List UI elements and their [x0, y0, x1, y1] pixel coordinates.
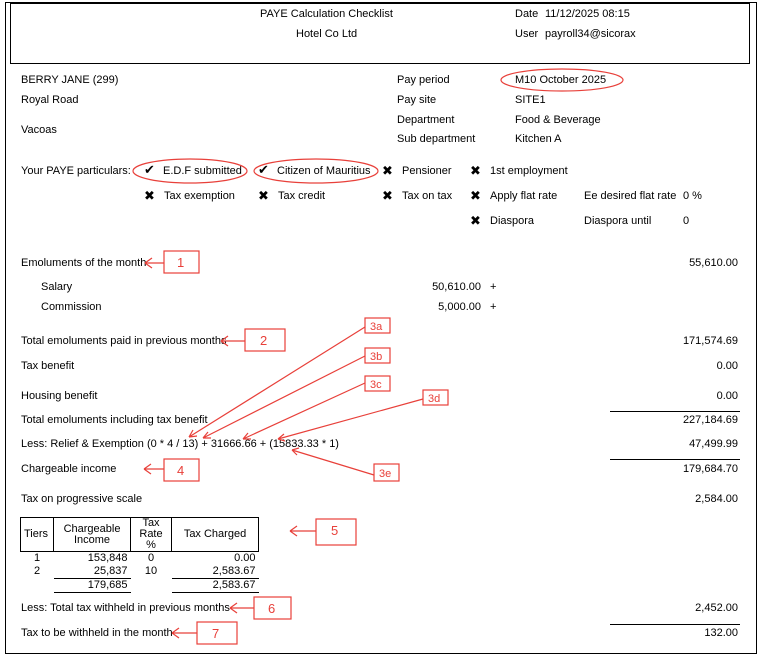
tiers-table: [20, 517, 259, 593]
particulars-label: Your PAYE particulars:: [21, 165, 131, 177]
callout-label: 6: [268, 601, 276, 616]
tax-withheld-prev-label: Less: Total tax withheld in previous months: [21, 602, 230, 614]
cross-icon: ✖: [382, 188, 393, 203]
chargeable-cell: 25,837: [54, 565, 131, 579]
total-rate-cell: [131, 579, 172, 593]
ee-flat-rate-value: 0 %: [683, 190, 702, 202]
tier-cell: 2: [33, 565, 41, 578]
department-label: Department: [397, 114, 455, 126]
cross-icon: ✖: [470, 213, 481, 228]
employee-address-2: Vacoas: [21, 124, 57, 136]
callout-label: 5: [331, 523, 339, 538]
relief-value: 47,499.99: [689, 438, 738, 450]
user-label: User: [515, 28, 539, 40]
total-incl-value: 227,184.69: [682, 414, 738, 426]
sub-department-value: Kitchen A: [515, 133, 562, 145]
particular-tax-exemption: Tax exemption: [164, 190, 235, 202]
user-value: payroll34@sicorax: [545, 28, 636, 40]
charged-cell: 0.00: [234, 552, 256, 564]
diaspora-until-value: 0: [683, 215, 690, 227]
rate-cell: 0: [147, 552, 155, 564]
chargeable-cell: 153,848: [87, 552, 128, 564]
divider: [610, 624, 740, 625]
pay-period-value: M10 October 2025: [515, 74, 607, 86]
department-value: Food & Beverage: [515, 114, 601, 126]
charged-cell: 2,583.67: [172, 565, 259, 579]
prev-emoluments-label: Total emoluments paid in previous months: [21, 335, 227, 347]
tax-progressive-label: Tax on progressive scale: [21, 493, 143, 505]
particular-pensioner: Pensioner: [402, 165, 452, 177]
total-tier-cell: [21, 579, 54, 593]
rate-cell: 10: [144, 565, 158, 578]
tax-to-withhold-value: 132.00: [704, 627, 738, 639]
tax-rate-header: Tax Rate %: [131, 518, 172, 552]
tax-benefit-value: 0.00: [716, 360, 738, 372]
emoluments-total: 55,610.00: [689, 257, 738, 269]
housing-benefit-value: 0.00: [716, 390, 738, 402]
tax-charged-header: Tax Charged: [172, 518, 259, 552]
total-charged-cell: 2,583.67: [172, 579, 259, 593]
total-incl-label: Total emoluments including tax benefit: [21, 414, 208, 426]
particular-citizen: Citizen of Mauritius: [277, 165, 371, 177]
callout-label: 3b: [370, 351, 383, 363]
tier-cell: 1: [33, 552, 41, 564]
pay-period-label: Pay period: [397, 74, 450, 86]
particular-apply-flat-rate: Apply flat rate: [490, 190, 558, 202]
callout-label: 3e: [379, 468, 392, 480]
employee-name: BERRY JANE (299): [21, 74, 119, 86]
plus-sign: +: [490, 281, 497, 293]
callout-label: 3c: [370, 379, 382, 391]
tiers-header-row: [21, 518, 259, 552]
tax-benefit-label: Tax benefit: [21, 360, 75, 372]
check-icon: ✔: [258, 162, 269, 177]
particular-1st-employment: 1st employment: [490, 165, 568, 177]
callout-label: 2: [260, 333, 268, 348]
table-total-row: [21, 579, 259, 593]
sub-department-label: Sub department: [397, 133, 476, 145]
date-value: 11/12/2025 08:15: [545, 8, 630, 20]
callout-label: 4: [177, 463, 185, 478]
cross-icon: ✖: [470, 188, 481, 203]
pay-site-value: SITE1: [515, 94, 546, 106]
total-chargeable-cell: 179,685: [54, 579, 131, 593]
cross-icon: ✖: [470, 163, 481, 178]
table-row: [21, 552, 259, 566]
diaspora-until-label: Diaspora until: [584, 215, 652, 227]
particular-tax-credit: Tax credit: [278, 190, 326, 202]
pay-site-label: Pay site: [397, 94, 437, 106]
table-row: [21, 565, 259, 579]
chargeable-income-header: Chargeable Income: [54, 518, 131, 552]
emoluments-label: Emoluments of the month: [21, 257, 147, 269]
callout-label: 3a: [370, 321, 383, 333]
date-label: Date: [515, 8, 539, 20]
ee-flat-rate-label: Ee desired flat rate: [584, 190, 677, 202]
company-name: Hotel Co Ltd: [296, 28, 358, 40]
tax-to-withhold-label: Tax to be withheld in the month: [21, 627, 173, 639]
chargeable-income-label: Chargeable income: [21, 463, 117, 475]
callout-label: 7: [212, 626, 220, 641]
cross-icon: ✖: [382, 163, 393, 178]
check-icon: ✔: [144, 162, 155, 177]
plus-sign: +: [490, 301, 497, 313]
tiers-header: Tiers: [21, 518, 54, 552]
commission-value: 5,000.00: [438, 301, 481, 313]
particular-diaspora: Diaspora: [490, 215, 535, 227]
callout-label: 3d: [428, 393, 441, 405]
prev-emoluments-value: 171,574.69: [682, 335, 738, 347]
divider: [610, 411, 740, 412]
tax-progressive-value: 2,584.00: [695, 493, 738, 505]
relief-label: Less: Relief & Exemption (0 * 4 / 13) + 31666.66 + (15833.33 * 1): [21, 438, 339, 450]
cross-icon: ✖: [144, 188, 155, 203]
chargeable-income-value: 179,684.70: [682, 463, 738, 475]
salary-value: 50,610.00: [432, 281, 481, 293]
report-title: PAYE Calculation Checklist: [260, 8, 393, 20]
particular-edf: E.D.F submitted: [163, 165, 242, 177]
cross-icon: ✖: [258, 188, 269, 203]
tax-withheld-prev-value: 2,452.00: [695, 602, 738, 614]
housing-benefit-label: Housing benefit: [21, 390, 98, 402]
employee-address-1: Royal Road: [21, 94, 79, 106]
particular-tax-on-tax: Tax on tax: [402, 190, 453, 202]
commission-label: Commission: [41, 301, 102, 313]
divider: [610, 459, 740, 460]
salary-label: Salary: [41, 281, 73, 293]
callout-label: 1: [177, 255, 185, 270]
